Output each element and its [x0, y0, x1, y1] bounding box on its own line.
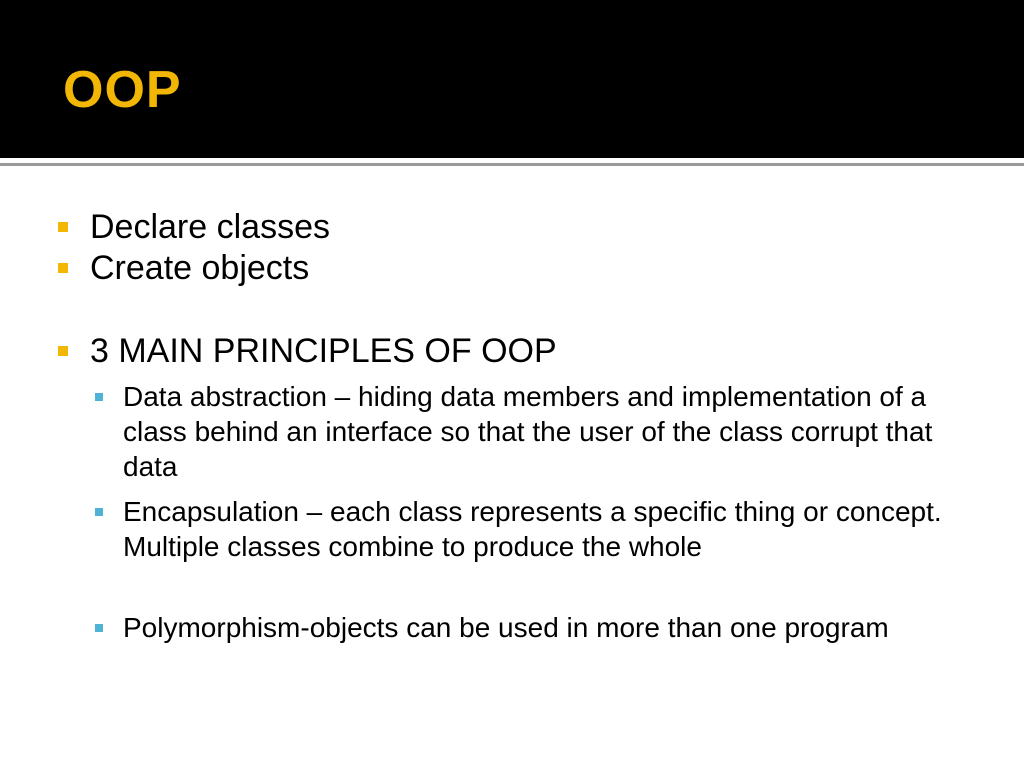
title-divider-shadow: [0, 163, 1024, 166]
sub-bullet-item: Polymorphism-objects can be used in more than one program: [123, 612, 889, 643]
sub-bullet-item: Encapsulation – each class represents a specific thing or concept. Multiple classes combine to produce the whole: [123, 496, 942, 562]
slide-title: OOP: [63, 61, 182, 119]
bullet-item: 3 MAIN PRINCIPLES OF OOP: [90, 332, 557, 370]
square-bullet-icon: [95, 624, 103, 632]
title-bar: [0, 0, 1024, 158]
square-bullet-icon: [58, 346, 68, 356]
square-bullet-icon: [95, 393, 103, 401]
square-bullet-icon: [58, 263, 68, 273]
square-bullet-icon: [58, 222, 68, 232]
sub-bullet-item: Data abstraction – hiding data members and implementation of a class behind an interface so that the user of the class corrupt that data: [123, 381, 933, 482]
bullet-item: Create objects: [90, 249, 310, 287]
square-bullet-icon: [95, 508, 103, 516]
bullet-item: Declare classes: [90, 208, 330, 246]
